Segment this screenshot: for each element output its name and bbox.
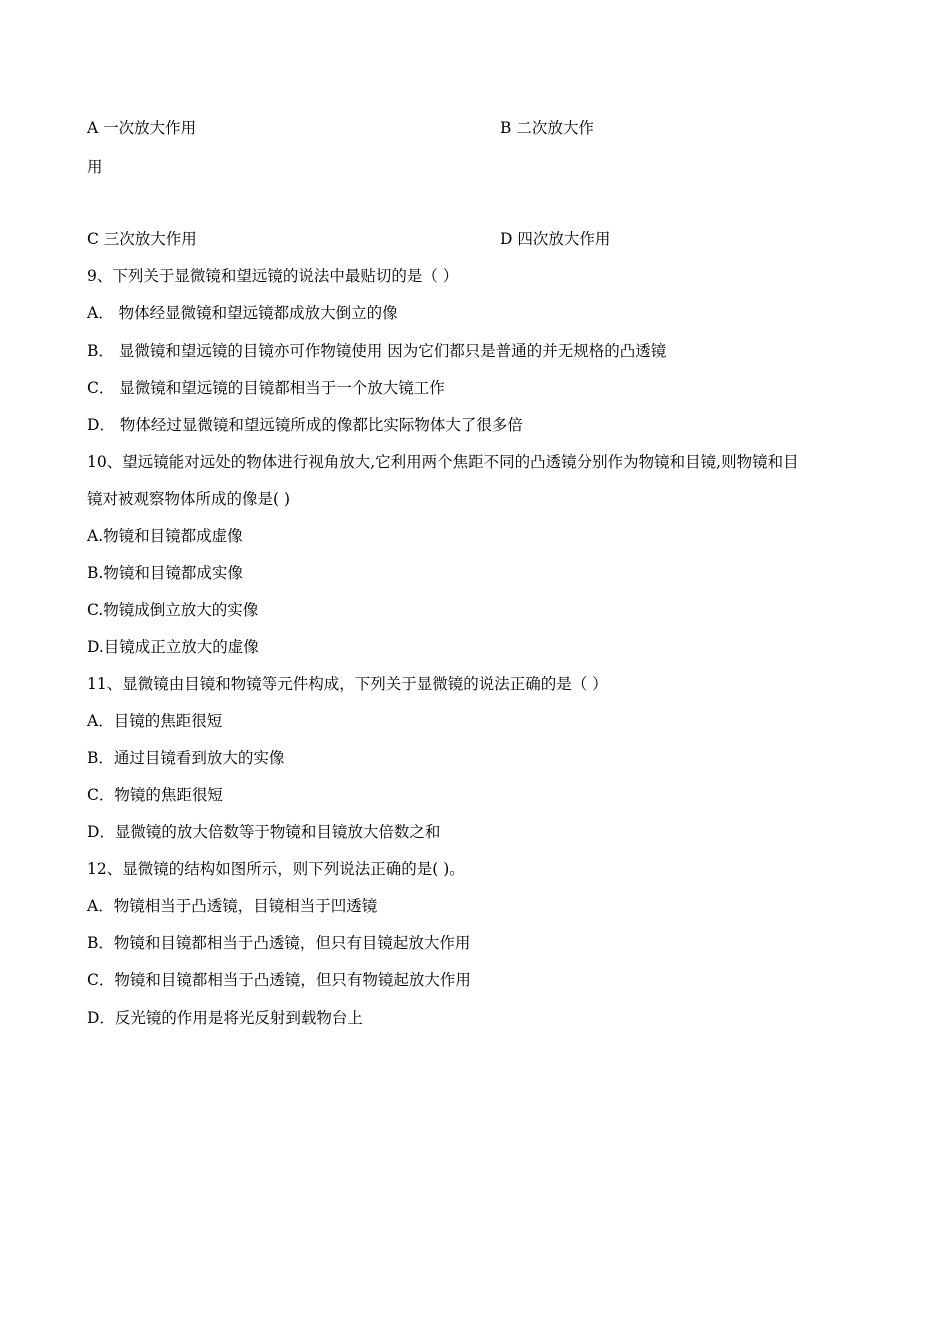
q10-option-d: D.目镜成正立放大的虚像: [87, 638, 259, 656]
q9-stem: 9、下列关于显微镜和望远镜的说法中最贴切的是（ ）: [87, 267, 459, 285]
q11-option-d: D．显微镜的放大倍数等于物镜和目镜放大倍数之和: [87, 823, 441, 841]
q12-option-d: D．反光镜的作用是将光反射到载物台上: [87, 1009, 363, 1027]
q12-option-a: A．物镜相当于凸透镜，目镜相当于凹透镜: [87, 897, 378, 915]
q8-option-a: A 一次放大作用: [87, 119, 197, 137]
q9-option-c: C． 显微镜和望远镜的目镜都相当于一个放大镜工作: [87, 379, 445, 397]
q8-option-b: B 二次放大作: [500, 119, 594, 137]
q11-option-c: C．物镜的焦距很短: [87, 786, 223, 804]
q8-option-c: C 三次放大作用: [87, 230, 197, 248]
q12-stem: 12、显微镜的结构如图所示，则下列说法正确的是( )。: [87, 860, 465, 878]
q12-option-b: B．物镜和目镜都相当于凸透镜，但只有目镜起放大作用: [87, 934, 471, 952]
q10-stem-line1: 10、望远镜能对远处的物体进行视角放大,它利用两个焦距不同的凸透镜分别作为物镜和目镜,则物镜和目: [87, 453, 799, 471]
q11-option-b: B．通过目镜看到放大的实像: [87, 749, 285, 767]
q9-option-b: B． 显微镜和望远镜的目镜亦可作物镜使用 因为它们都只是普通的并无规格的凸透镜: [87, 342, 667, 360]
q9-option-d: D． 物体经过显微镜和望远镜所成的像都比实际物体大了很多倍: [87, 416, 523, 434]
q10-option-a: A.物镜和目镜都成虚像: [87, 527, 243, 545]
q10-option-c: C.物镜成倒立放大的实像: [87, 601, 259, 619]
q8-option-d: D 四次放大作用: [500, 230, 611, 248]
q10-stem-line2: 镜对被观察物体所成的像是( ): [87, 490, 291, 508]
q8-option-b-wrap: 用: [87, 158, 103, 176]
q12-option-c: C．物镜和目镜都相当于凸透镜，但只有物镜起放大作用: [87, 971, 471, 989]
q11-option-a: A．目镜的焦距很短: [87, 712, 223, 730]
q10-option-b: B.物镜和目镜都成实像: [87, 564, 243, 582]
q11-stem: 11、显微镜由目镜和物镜等元件构成，下列关于显微镜的说法正确的是（ ）: [87, 675, 608, 693]
q9-option-a: A． 物体经显微镜和望远镜都成放大倒立的像: [87, 304, 398, 322]
